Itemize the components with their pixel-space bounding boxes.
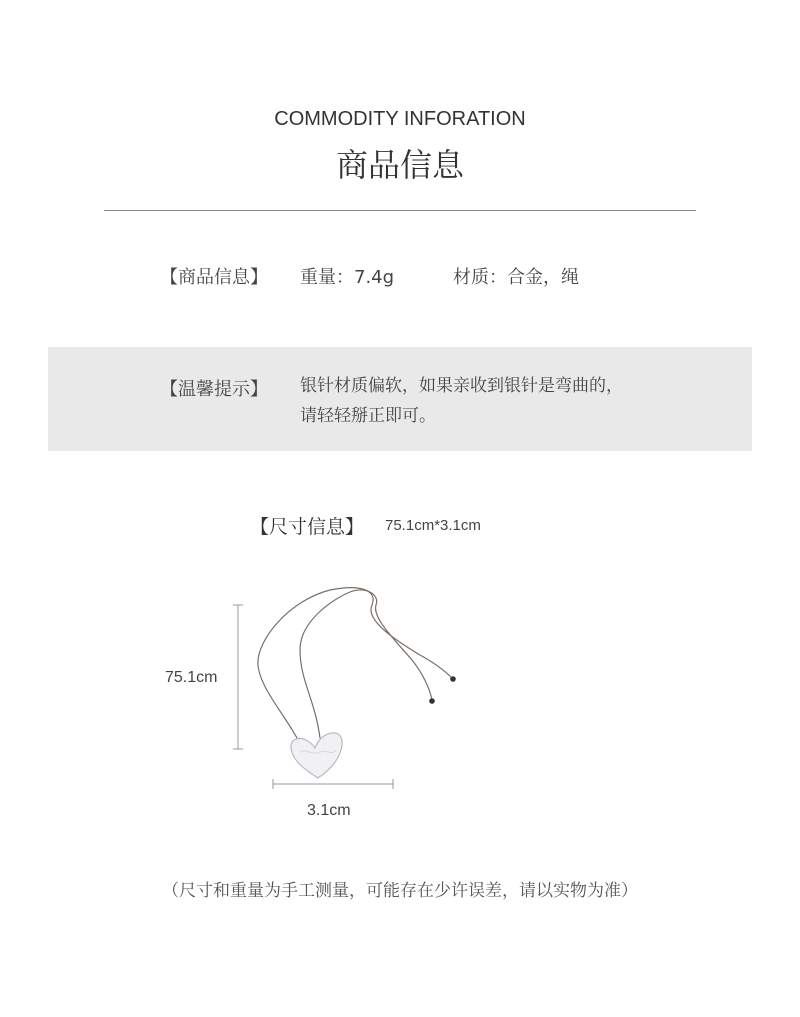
cord-end-bead xyxy=(429,698,435,704)
cord-end-bead xyxy=(450,676,456,682)
size-info-label: 【尺寸信息】 xyxy=(250,516,365,538)
tip-line-2: 请轻轻掰正即可。 xyxy=(300,406,436,426)
height-dimension-label: 75.1cm xyxy=(165,669,218,686)
tip-text xyxy=(300,371,623,431)
heart-pendant xyxy=(291,733,342,778)
header-divider xyxy=(104,210,696,211)
width-dimension-line xyxy=(273,779,393,789)
product-info-label: 【商品信息】 xyxy=(160,267,268,288)
height-dimension-line xyxy=(233,605,243,749)
necklace-illustration xyxy=(0,560,800,810)
necklace-cord xyxy=(258,588,452,750)
tip-line-1: 银针材质偏软，如果亲收到银针是弯曲的， xyxy=(300,376,623,396)
title-chinese: 商品信息 xyxy=(335,146,464,184)
tip-label: 【温馨提示】 xyxy=(160,379,268,400)
measurement-footnote: （尺寸和重量为手工测量，可能存在少许误差，请以实物为准） xyxy=(162,881,638,901)
title-english: COMMODITY INFORATION xyxy=(274,108,526,130)
size-value: 75.1cm*3.1cm xyxy=(385,517,481,534)
width-dimension-label: 3.1cm xyxy=(307,802,351,819)
material-value: 材质：合金，绳 xyxy=(453,267,579,288)
weight-value: 重量：7.4g xyxy=(300,267,395,288)
